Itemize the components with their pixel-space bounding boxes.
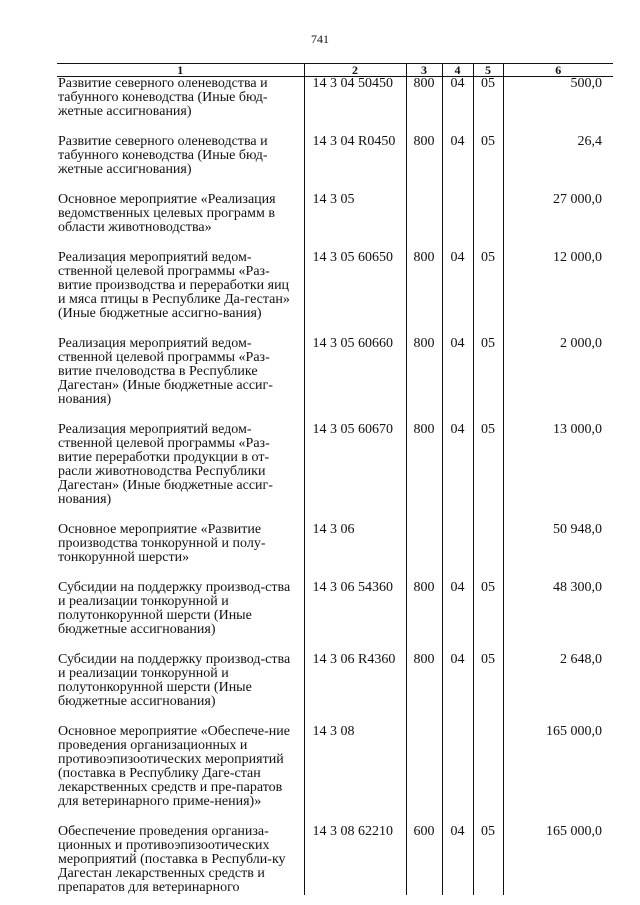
table-row bbox=[57, 193, 613, 251]
section-cell bbox=[442, 523, 473, 581]
table-header bbox=[57, 64, 613, 77]
subsection-cell bbox=[473, 725, 503, 825]
name-cell: Развитие северного оленеводства и табунного коневодства (Иные бюд-жетные ассигнования) bbox=[58, 76, 268, 119]
code-cell: 14 3 04 R0450 bbox=[304, 135, 406, 193]
name-cell: Субсидии на поддержку производ-ства и реализации тонкорунной и полутонкорунной шерсти (Иные бюджетные ассигнования) bbox=[58, 580, 291, 637]
type-cell: 800 bbox=[406, 581, 442, 653]
column-header: 3 bbox=[406, 64, 442, 77]
subsection-cell: 05 bbox=[473, 653, 503, 725]
table-row bbox=[57, 825, 613, 895]
amount-cell: 2 648,0 bbox=[503, 653, 613, 725]
code-cell: 14 3 05 60660 bbox=[304, 337, 406, 423]
table-row bbox=[57, 77, 613, 136]
code-cell: 14 3 05 60650 bbox=[304, 251, 406, 337]
amount-cell: 165 000,0 bbox=[503, 825, 613, 895]
subsection-cell: 05 bbox=[473, 423, 503, 523]
type-cell: 800 bbox=[406, 77, 442, 136]
name-cell: Обеспечение проведения организа-ционных и противоэпизоотических мероприятий (поставка в Республи-ку Дагестан лекарственных средств и препаратов для ветеринарного bbox=[58, 824, 286, 895]
subsection-cell bbox=[473, 193, 503, 251]
section-cell: 04 bbox=[442, 581, 473, 653]
section-cell bbox=[442, 725, 473, 825]
section-cell: 04 bbox=[442, 653, 473, 725]
subsection-cell: 05 bbox=[473, 825, 503, 895]
name-cell: Основное мероприятие «Развитие производства тонкорунной и полу-тонкорунной шерсти» bbox=[58, 522, 266, 565]
section-cell: 04 bbox=[442, 77, 473, 136]
amount-cell: 48 300,0 bbox=[503, 581, 613, 653]
code-cell: 14 3 05 60670 bbox=[304, 423, 406, 523]
table-row bbox=[57, 423, 613, 523]
amount-cell: 500,0 bbox=[503, 77, 613, 136]
amount-cell: 12 000,0 bbox=[503, 251, 613, 337]
amount-cell: 2 000,0 bbox=[503, 337, 613, 423]
name-cell: Основное мероприятие «Обеспече-ние проведения организационных и противоэпизоотических мероприятий (поставка в Республику Даге-стан лекарственных средств и пре-паратов для ветеринарного приме-нения)» bbox=[58, 724, 290, 809]
type-cell: 800 bbox=[406, 423, 442, 523]
amount-cell: 27 000,0 bbox=[503, 193, 613, 251]
section-cell: 04 bbox=[442, 337, 473, 423]
table-row bbox=[57, 725, 613, 825]
code-cell: 14 3 06 bbox=[304, 523, 406, 581]
code-cell: 14 3 05 bbox=[304, 193, 406, 251]
section-cell: 04 bbox=[442, 135, 473, 193]
section-cell: 04 bbox=[442, 825, 473, 895]
code-cell: 14 3 08 62210 bbox=[304, 825, 406, 895]
type-cell: 800 bbox=[406, 251, 442, 337]
subsection-cell: 05 bbox=[473, 77, 503, 136]
section-cell: 04 bbox=[442, 251, 473, 337]
amount-cell: 165 000,0 bbox=[503, 725, 613, 825]
type-cell bbox=[406, 193, 442, 251]
budget-table bbox=[57, 63, 613, 895]
name-cell: Реализация мероприятий ведом-ственной целевой программы «Раз-витие производства и переработки яиц и мяса птицы в Республике Да-гестан» (Иные бюджетные ассигно-вания) bbox=[58, 250, 290, 321]
subsection-cell: 05 bbox=[473, 581, 503, 653]
page-number: 741 bbox=[311, 32, 329, 46]
table-row bbox=[57, 653, 613, 725]
subsection-cell: 05 bbox=[473, 135, 503, 193]
column-header: 1 bbox=[57, 64, 304, 77]
code-cell: 14 3 06 54360 bbox=[304, 581, 406, 653]
column-header: 5 bbox=[473, 64, 503, 77]
type-cell: 800 bbox=[406, 135, 442, 193]
table-body bbox=[57, 77, 613, 896]
type-cell bbox=[406, 523, 442, 581]
type-cell: 800 bbox=[406, 337, 442, 423]
type-cell bbox=[406, 725, 442, 825]
section-cell: 04 bbox=[442, 423, 473, 523]
column-header: 6 bbox=[503, 64, 613, 77]
code-cell: 14 3 04 50450 bbox=[304, 77, 406, 136]
amount-cell: 50 948,0 bbox=[503, 523, 613, 581]
header-row bbox=[57, 64, 613, 77]
section-cell bbox=[442, 193, 473, 251]
code-cell: 14 3 08 bbox=[304, 725, 406, 825]
name-cell: Реализация мероприятий ведом-ственной целевой программы «Раз-витие переработки продукции в от-расли животноводства Республики Дагестан» (Иные бюджетные ассиг-нования) bbox=[58, 422, 273, 507]
code-cell: 14 3 06 R4360 bbox=[304, 653, 406, 725]
table-row bbox=[57, 523, 613, 581]
column-header: 4 bbox=[442, 64, 473, 77]
table-row bbox=[57, 251, 613, 337]
amount-cell: 26,4 bbox=[503, 135, 613, 193]
amount-cell: 13 000,0 bbox=[503, 423, 613, 523]
table-row bbox=[57, 135, 613, 193]
subsection-cell: 05 bbox=[473, 337, 503, 423]
table-row bbox=[57, 337, 613, 423]
table-row bbox=[57, 581, 613, 653]
subsection-cell: 05 bbox=[473, 251, 503, 337]
name-cell: Реализация мероприятий ведом-ственной целевой программы «Раз-витие пчеловодства в Республике Дагестан» (Иные бюджетные ассиг-нования) bbox=[58, 336, 273, 407]
name-cell: Субсидии на поддержку производ-ства и реализации тонкорунной и полутонкорунной шерсти (Иные бюджетные ассигнования) bbox=[58, 652, 291, 709]
type-cell: 800 bbox=[406, 653, 442, 725]
type-cell: 600 bbox=[406, 825, 442, 895]
subsection-cell bbox=[473, 523, 503, 581]
column-header: 2 bbox=[304, 64, 406, 77]
name-cell: Развитие северного оленеводства и табунного коневодства (Иные бюд-жетные ассигнования) bbox=[58, 134, 268, 177]
name-cell: Основное мероприятие «Реализация ведомственных целевых программ в области животноводства» bbox=[58, 192, 276, 235]
